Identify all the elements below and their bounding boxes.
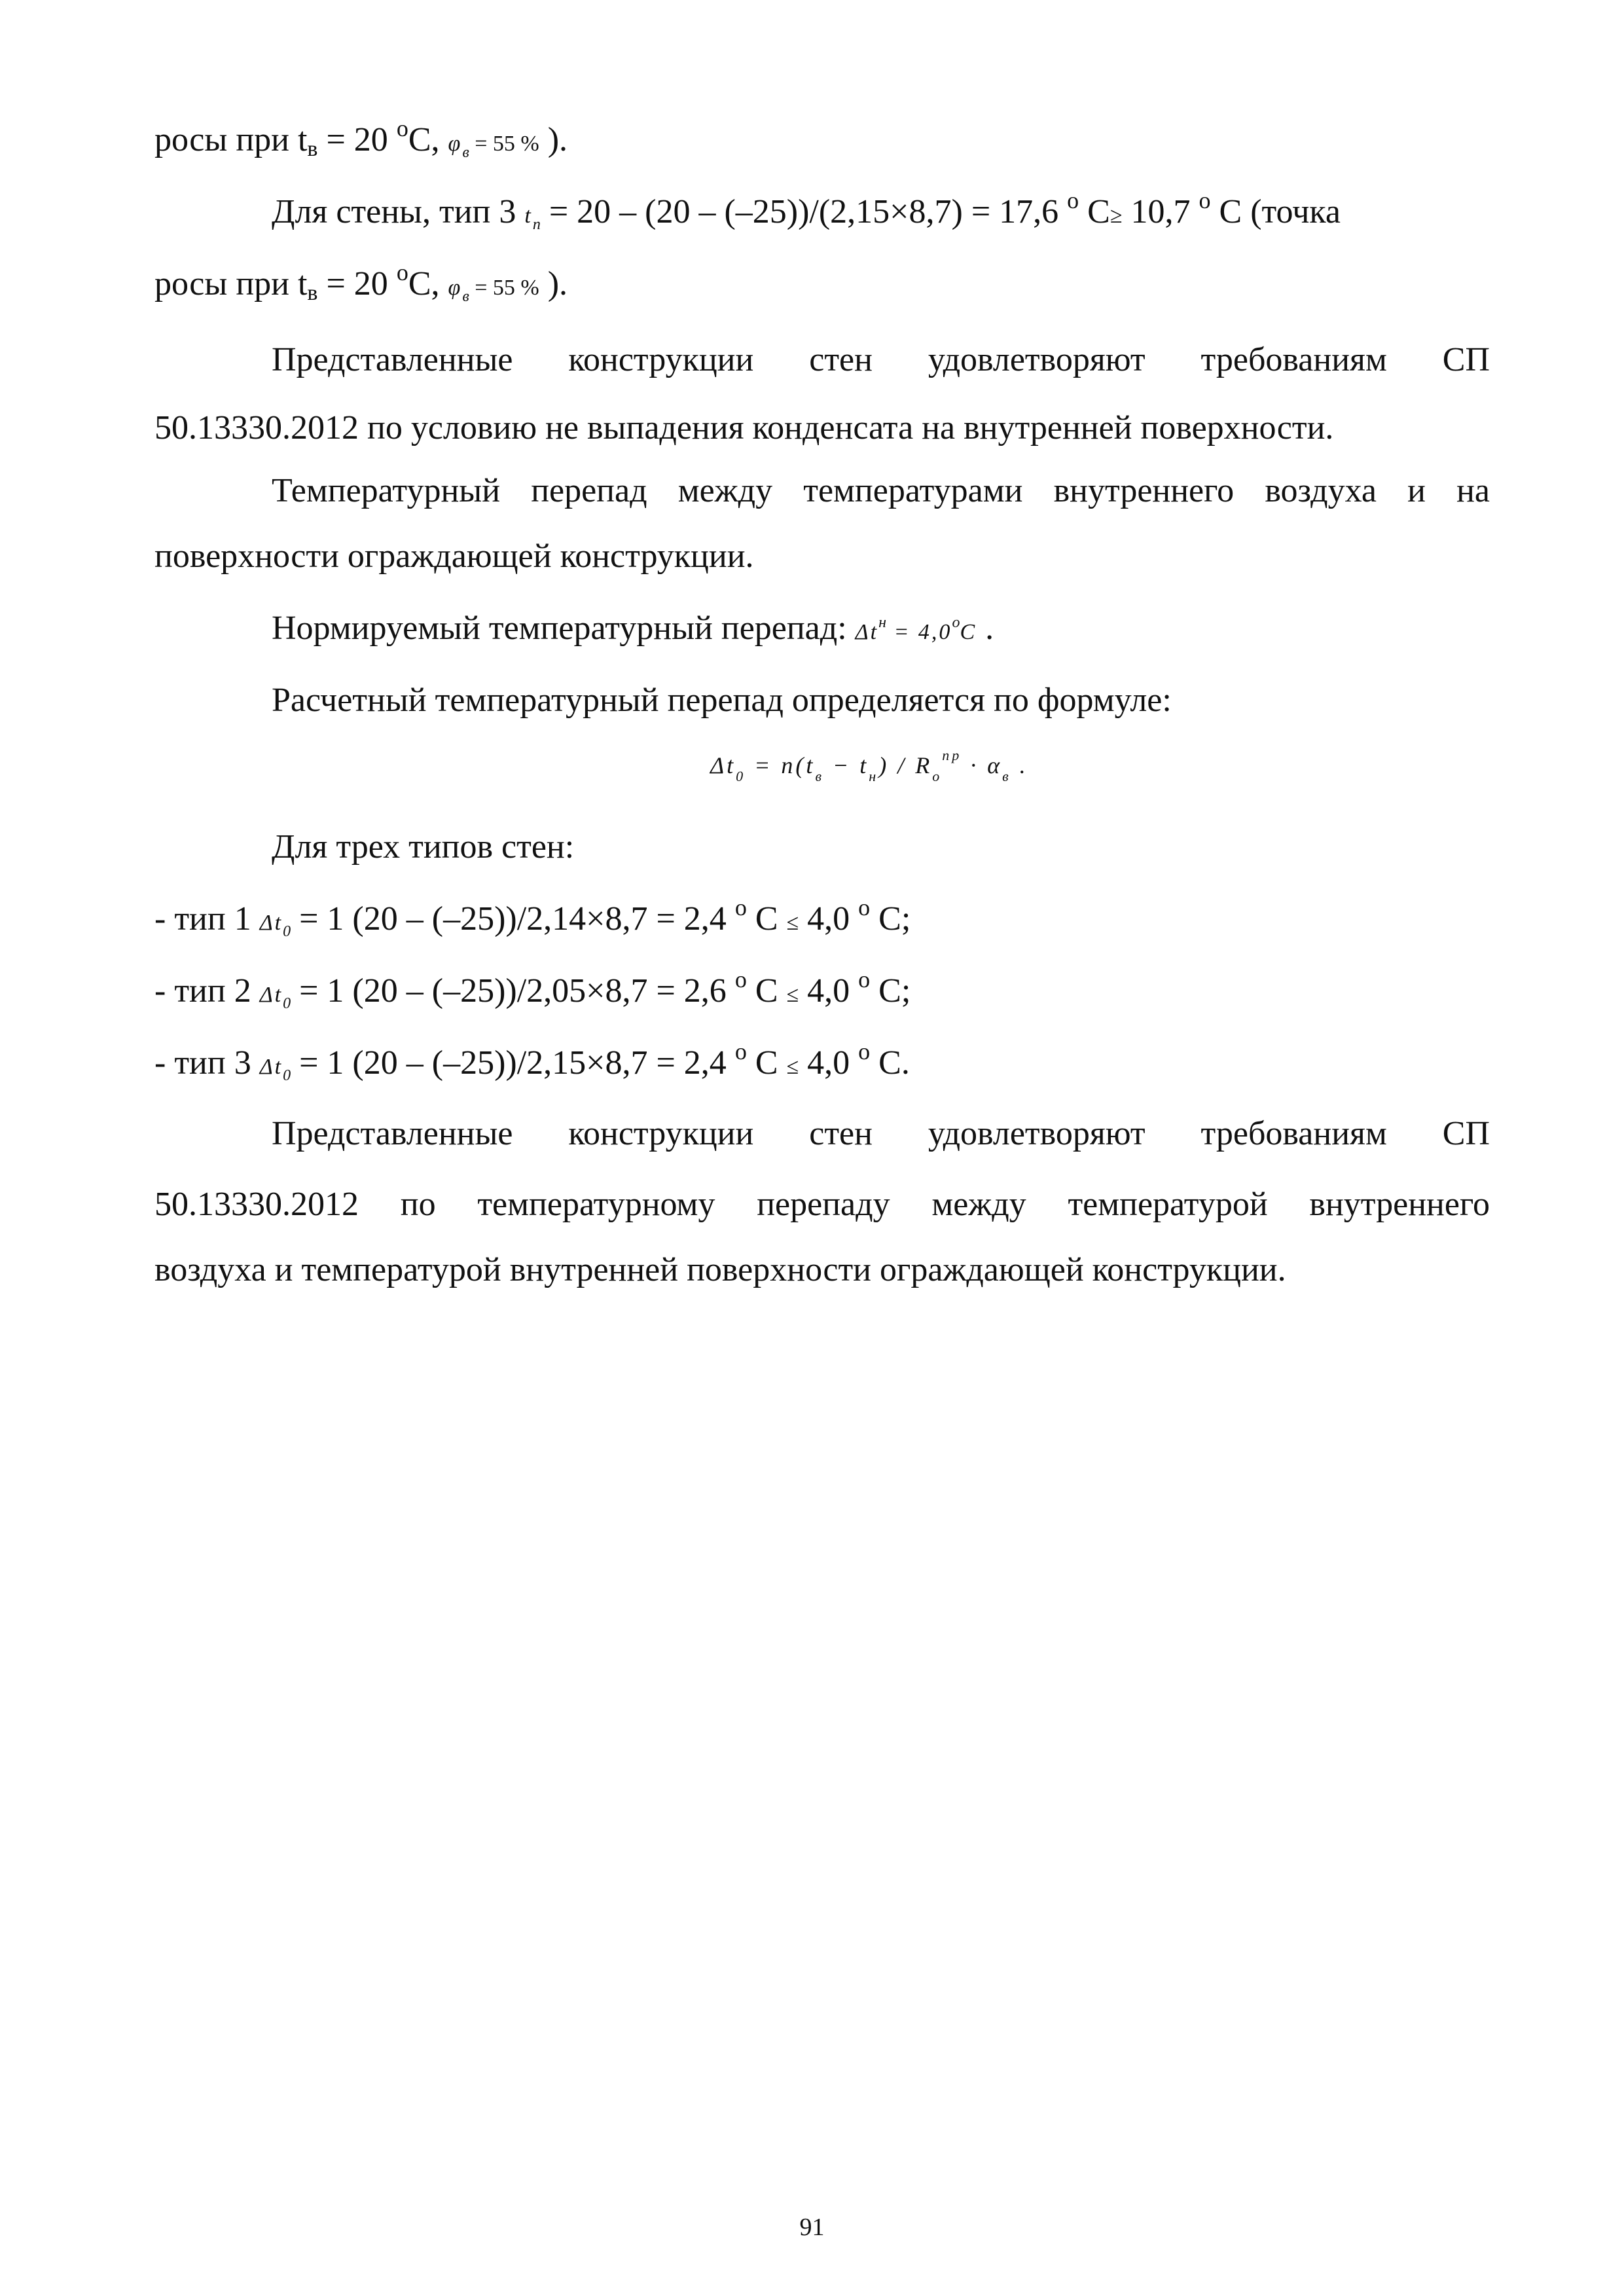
text: росы при t: [154, 121, 308, 158]
text: - тип 3: [154, 1044, 260, 1082]
degree-sign: о: [396, 259, 408, 285]
subscript: 0: [736, 768, 746, 784]
delta-t-symbol: Δt: [259, 1055, 283, 1079]
text: росы при t: [154, 265, 308, 302]
le-symbol: ≤: [786, 1055, 799, 1079]
text: Нормируемый температурный перепад:: [272, 610, 856, 647]
formula-part: Δt: [710, 752, 736, 778]
text: = 1 (20 – (–25))/2,05×8,7 = 2,6: [291, 972, 735, 1010]
le-symbol: ≤: [786, 911, 799, 935]
paragraph-temp-difference-line-1: Температурный перепад между температурами внутреннего воздуха и на: [272, 472, 1490, 509]
subscript: 0: [283, 923, 291, 940]
calculated-temp-difference-intro: Расчетный температурный перепад определяется по формуле:: [272, 682, 1172, 719]
text: C,: [408, 121, 448, 158]
text: C;: [870, 972, 911, 1010]
le-symbol: ≤: [786, 983, 799, 1007]
text: 4,0: [799, 1044, 859, 1082]
text: C: [746, 900, 787, 938]
dew-point-line-2: [154, 259, 1490, 311]
text: 4,0: [799, 900, 859, 938]
phi-symbol: φ: [448, 276, 463, 300]
degree-sign: о: [396, 115, 408, 141]
text: C;: [870, 900, 911, 938]
formula-part: .: [1011, 752, 1028, 778]
text: = 20 – (20 – (–25))/(2,15×8,7) = 17,6: [540, 193, 1068, 230]
text: C: [1079, 193, 1110, 230]
delta-t-symbol: Δt: [259, 983, 283, 1007]
text: Для стены, тип 3: [272, 193, 525, 230]
degree-sign: о: [858, 966, 871, 993]
text: C.: [870, 1044, 910, 1082]
text: = 20: [317, 265, 397, 302]
value: = 4,0: [886, 620, 952, 644]
degree-sign: о: [952, 614, 960, 631]
paragraph-conclusion-2-line-1: Представленные конструкции стен удовлетворяют требованиям СП: [272, 1115, 1490, 1152]
paragraph-conclusion-2-line-2: 50.13330.2012 по температурному перепаду между температурой внутреннего: [154, 1186, 1490, 1223]
degree-sign: о: [734, 1038, 747, 1065]
paragraph-conclusion-1-line-2: 50.13330.2012 по условию не выпадения конденсата на внутренней поверхности.: [154, 409, 1334, 446]
text: C: [746, 972, 787, 1010]
text: C: [746, 1044, 787, 1082]
delta-t-symbol: Δt: [259, 911, 283, 935]
text: 4,0: [799, 972, 859, 1010]
wall-type-1-result: [154, 894, 1490, 946]
subscript: в: [462, 144, 469, 161]
degree-sign: о: [1067, 187, 1079, 213]
superscript: н: [878, 614, 886, 631]
normalized-temp-difference: [272, 608, 1490, 655]
formula-part: − t: [824, 752, 869, 778]
subscript: 0: [283, 995, 291, 1012]
subscript: в: [307, 281, 318, 305]
text: C,: [408, 265, 448, 302]
unit: C: [960, 620, 977, 644]
subscript: в: [307, 137, 318, 161]
paragraph-conclusion-2-line-3: воздуха и температурой внутренней поверхности ограждающей конструкции.: [154, 1251, 1286, 1288]
phi-symbol: φ: [448, 132, 463, 156]
dew-point-line-1: [154, 115, 1490, 167]
degree-sign: о: [734, 894, 747, 920]
t-symbol: t: [524, 204, 533, 228]
subscript: в: [815, 768, 824, 784]
subscript: 0: [283, 1067, 291, 1084]
text: 10,7: [1122, 193, 1199, 230]
ge-symbol: ≥: [1110, 204, 1123, 228]
text: - тип 2: [154, 972, 260, 1010]
formula-part: · α: [962, 752, 1003, 778]
subscript: п: [532, 216, 541, 233]
wall-type-2-result: [154, 966, 1490, 1018]
superscript: пр: [942, 747, 962, 763]
subscript: н: [869, 768, 879, 784]
humidity-value: = 55 %: [469, 276, 539, 300]
degree-sign: о: [734, 966, 747, 993]
subscript: o: [932, 768, 943, 784]
wall-type-3-result: [154, 1038, 1490, 1090]
formula-part: ) / R: [878, 752, 933, 778]
three-wall-types-intro: Для трех типов стен:: [272, 828, 575, 866]
humidity-value: = 55 %: [469, 132, 539, 156]
degree-sign: о: [858, 1038, 871, 1065]
degree-sign: о: [1199, 187, 1211, 213]
formula-temp-difference: [710, 747, 1028, 784]
text: = 1 (20 – (–25))/2,14×8,7 = 2,4: [291, 900, 735, 938]
text: = 20: [317, 121, 397, 158]
text: ).: [539, 265, 568, 302]
formula-part: = n(t: [746, 752, 816, 778]
subscript: в: [462, 288, 469, 305]
text: ).: [539, 121, 568, 158]
paragraph-conclusion-1-line-1: Представленные конструкции стен удовлетворяют требованиям СП: [272, 341, 1490, 378]
delta-t-symbol: Δt: [855, 620, 879, 644]
wall-type-3-surface-temp: [272, 187, 1490, 239]
text: - тип 1: [154, 900, 260, 938]
degree-sign: о: [858, 894, 871, 920]
paragraph-temp-difference-line-2: поверхности ограждающей конструкции.: [154, 538, 754, 575]
text: = 1 (20 – (–25))/2,15×8,7 = 2,4: [291, 1044, 735, 1082]
text: .: [977, 610, 994, 647]
text: C (точка: [1210, 193, 1341, 230]
page-number: 91: [799, 2214, 825, 2241]
subscript: в: [1002, 768, 1011, 784]
